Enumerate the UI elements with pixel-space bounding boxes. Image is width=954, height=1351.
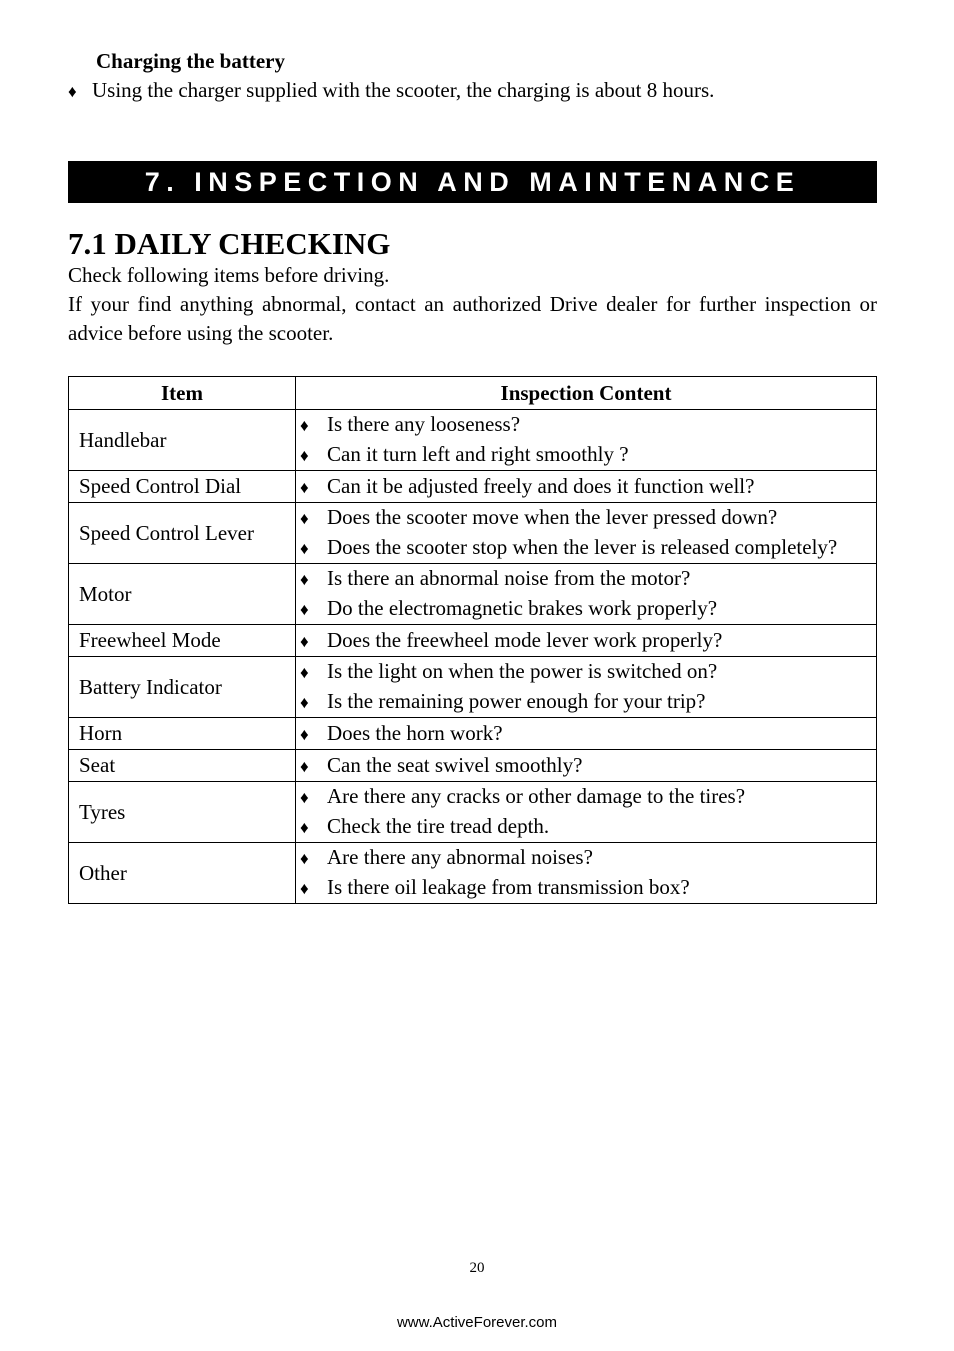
diamond-bullet-icon: ♦ (300, 570, 309, 589)
item-name: Motor (69, 564, 296, 625)
table-row (69, 471, 877, 503)
inspection-check (296, 472, 876, 502)
inspection-check-text: Does the freewheel mode lever work properly? (327, 627, 723, 652)
inspection-check (296, 626, 876, 656)
diamond-bullet-icon: ♦ (300, 879, 309, 898)
inspection-check-text: Does the horn work? (327, 720, 503, 745)
diamond-bullet-icon: ♦ (300, 663, 309, 682)
item-name: Freewheel Mode (69, 625, 296, 657)
diamond-bullet-icon: ♦ (300, 446, 309, 465)
inspection-content-cell (296, 782, 877, 843)
inspection-check-text: Are there any cracks or other damage to the tires? (327, 784, 746, 808)
table-body (69, 410, 877, 904)
item-name: Speed Control Lever (69, 503, 296, 564)
item-name: Other (69, 843, 296, 904)
inspection-check-text: Can the seat swivel smoothly? (327, 752, 583, 777)
inspection-check (296, 564, 876, 594)
inspection-check (296, 533, 876, 563)
table-row (69, 750, 877, 782)
item-name: Tyres (69, 782, 296, 843)
section-title-banner: 7. INSPECTION AND MAINTENANCE (68, 161, 877, 203)
table-row (69, 843, 877, 904)
charging-instruction (68, 76, 714, 106)
diamond-bullet-icon: ♦ (300, 693, 309, 712)
diamond-bullet-icon: ♦ (68, 82, 77, 101)
table-row (69, 410, 877, 471)
inspection-check-text: Does the scooter stop when the lever is released completely? (327, 535, 838, 559)
diamond-bullet-icon: ♦ (300, 509, 309, 528)
inspection-check (296, 782, 876, 812)
inspection-check (296, 873, 876, 903)
item-name: Horn (69, 718, 296, 750)
inspection-check (296, 751, 876, 781)
table-row (69, 625, 877, 657)
inspection-content-cell (296, 750, 877, 782)
inspection-check-text: Is the remaining power enough for your trip? (327, 689, 706, 713)
diamond-bullet-icon: ♦ (300, 600, 309, 619)
charging-instruction-text: Using the charger supplied with the scooter, the charging is about 8 hours. (92, 78, 715, 102)
inspection-content-cell (296, 718, 877, 750)
inspection-check-text: Are there any abnormal noises? (327, 845, 593, 869)
inspection-check (296, 503, 876, 533)
inspection-check (296, 687, 876, 717)
inspection-check (296, 410, 876, 440)
diamond-bullet-icon: ♦ (300, 756, 309, 776)
table-header-row (69, 377, 877, 410)
inspection-content-cell (296, 843, 877, 904)
inspection-check-text: Is there an abnormal noise from the motor? (327, 566, 691, 590)
diamond-bullet-icon: ♦ (300, 539, 309, 558)
table-row (69, 718, 877, 750)
intro-paragraphs (68, 261, 877, 348)
footer-url: www.ActiveForever.com (396, 1314, 558, 1331)
diamond-bullet-icon: ♦ (300, 788, 309, 807)
table-row (69, 657, 877, 718)
subsection-title: 7.1 DAILY CHECKING (68, 226, 391, 261)
inspection-content-cell (296, 503, 877, 564)
table-row (69, 503, 877, 564)
diamond-bullet-icon: ♦ (300, 849, 309, 868)
charging-heading: Charging the battery (96, 49, 285, 73)
inspection-check (296, 719, 876, 749)
inspection-check-text: Can it turn left and right smoothly ? (327, 442, 629, 466)
inspection-check (296, 812, 876, 842)
intro-line: If your find anything abnormal, contact an authorized Drive dealer for further inspection or advice before using the scooter. (68, 292, 877, 345)
intro-line: Check following items before driving. (68, 263, 390, 287)
header-item: Item (69, 377, 296, 410)
table-row (69, 564, 877, 625)
inspection-table (68, 376, 877, 904)
inspection-content-cell (296, 625, 877, 657)
item-name: Seat (69, 750, 296, 782)
inspection-check (296, 440, 876, 470)
inspection-check (296, 843, 876, 873)
item-name: Battery Indicator (69, 657, 296, 718)
inspection-check (296, 594, 876, 624)
inspection-content-cell (296, 410, 877, 471)
inspection-check (296, 657, 876, 687)
inspection-check-text: Is the light on when the power is switched on? (327, 659, 718, 683)
item-name: Speed Control Dial (69, 471, 296, 503)
item-name: Handlebar (69, 410, 296, 471)
inspection-check-text: Does the scooter move when the lever pressed down? (327, 505, 778, 529)
diamond-bullet-icon: ♦ (300, 724, 309, 744)
diamond-bullet-icon: ♦ (300, 631, 309, 651)
diamond-bullet-icon: ♦ (300, 818, 309, 837)
diamond-bullet-icon: ♦ (300, 416, 309, 435)
inspection-check-text: Check the tire tread depth. (327, 814, 550, 838)
inspection-content-cell (296, 471, 877, 503)
inspection-check-text: Is there any looseness? (327, 412, 521, 436)
inspection-content-cell (296, 564, 877, 625)
inspection-check-text: Can it be adjusted freely and does it function well? (327, 473, 755, 498)
header-inspection-content: Inspection Content (296, 377, 877, 410)
page-number: 20 (469, 1260, 485, 1276)
diamond-bullet-icon: ♦ (300, 477, 309, 497)
table-row (69, 782, 877, 843)
inspection-check-text: Do the electromagnetic brakes work properly? (327, 596, 718, 620)
inspection-check-text: Is there oil leakage from transmission box? (327, 875, 690, 899)
inspection-content-cell (296, 657, 877, 718)
